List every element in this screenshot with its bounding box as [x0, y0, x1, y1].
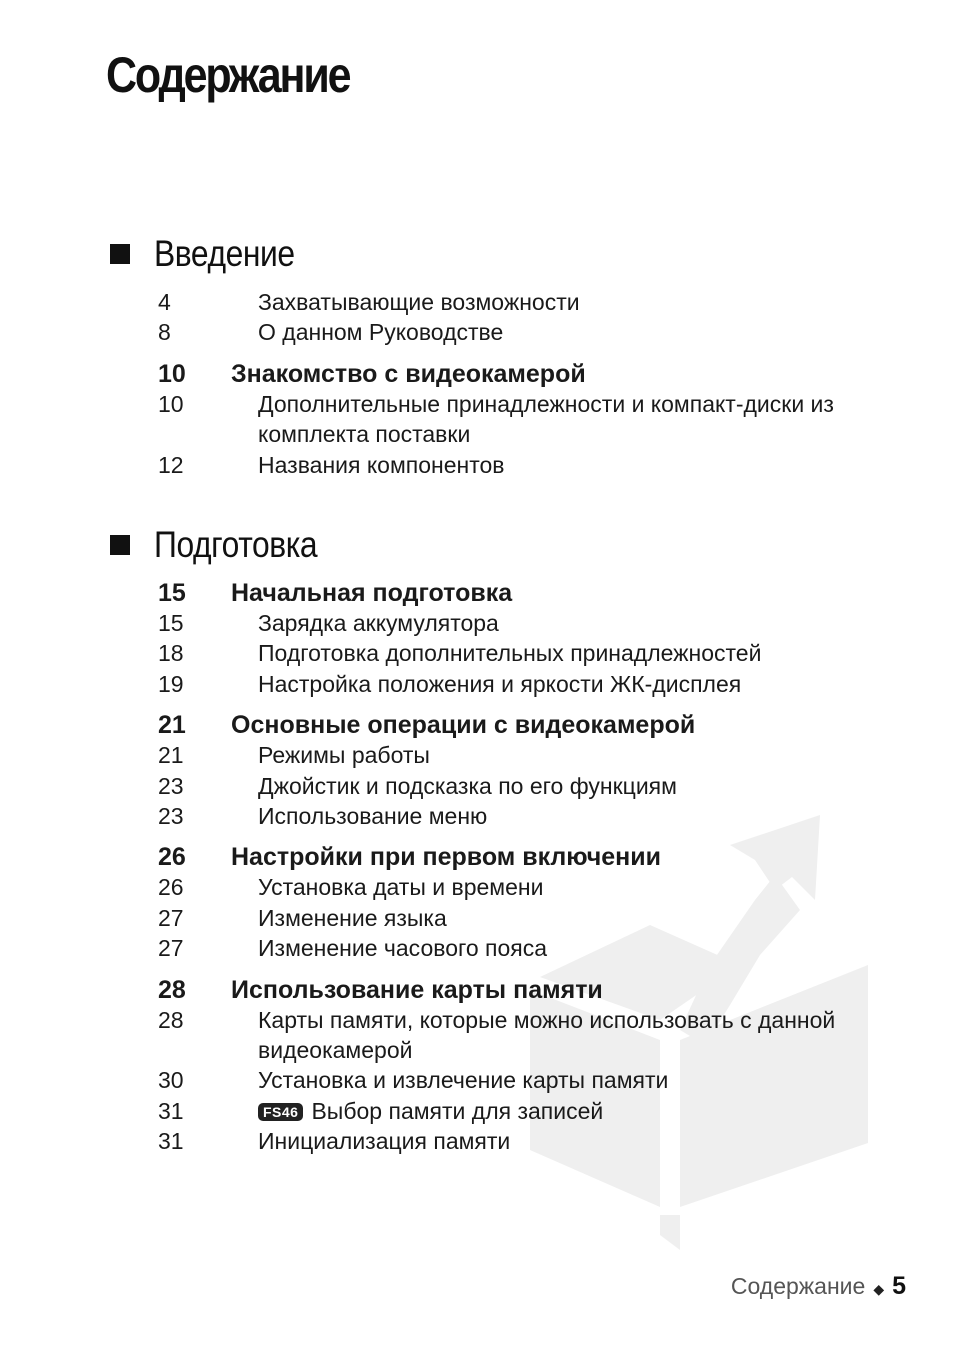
entry-text: Настройка положения и яркости ЖК-дисплея: [258, 670, 742, 697]
group-page: 21: [158, 711, 186, 740]
entry-text: О данном Руководстве: [258, 319, 504, 346]
group-page: 28: [158, 975, 186, 1004]
black-square-icon: [110, 244, 130, 264]
toc-group: [158, 842, 918, 963]
toc-entry[interactable]: [158, 872, 918, 902]
entry-page: 27: [158, 904, 184, 931]
toc-entry[interactable]: [158, 801, 918, 831]
toc-group: [158, 359, 918, 480]
toc-group: [158, 287, 918, 348]
section-preparation: [110, 525, 918, 1157]
entry-text-with-badge: [258, 1096, 918, 1126]
toc-entry[interactable]: [158, 903, 918, 933]
section-introduction: [110, 234, 918, 480]
group-page: 15: [158, 579, 186, 607]
group-title: Использование карты памяти: [231, 975, 603, 1004]
entry-page: 21: [158, 742, 184, 769]
entry-page: 4: [158, 289, 171, 315]
entry-text: Установка и извлечение карты памяти: [258, 1067, 669, 1094]
entry-text: Дополнительные принадлежности и компакт-диски из комплекта поставки: [258, 390, 834, 448]
entry-text: Подготовка дополнительных принадлежностей: [258, 640, 762, 667]
page-footer: [731, 1272, 906, 1301]
entry-text: Режимы работы: [258, 742, 430, 769]
entry-text: Инициализация памяти: [258, 1128, 511, 1155]
entry-text: Захватывающие возможности: [258, 289, 580, 315]
group-title: Настройки при первом включении: [231, 843, 661, 872]
entry-page: 23: [158, 803, 184, 830]
footer-label: Содержание: [730, 1273, 866, 1299]
entry-text: Названия компонентов: [258, 451, 505, 478]
toc-entry[interactable]: [158, 933, 918, 963]
entry-text: Зарядка аккумулятора: [258, 610, 499, 636]
toc-group: [158, 975, 918, 1157]
entry-text: Изменение языка: [258, 904, 447, 931]
group-title: Знакомство с видеокамерой: [231, 359, 586, 388]
model-badge: FS46: [258, 1103, 303, 1121]
group-heading[interactable]: [158, 975, 918, 1005]
entry-page: 8: [158, 319, 171, 346]
black-square-icon: [110, 535, 130, 555]
toc-entry[interactable]: [158, 740, 918, 770]
entry-page: 23: [158, 772, 184, 799]
entry-page: 27: [158, 935, 184, 962]
toc-entry[interactable]: [158, 669, 918, 699]
entry-page: 10: [158, 390, 184, 417]
entry-page: 15: [158, 610, 184, 636]
toc-entry[interactable]: [158, 638, 918, 668]
toc-entry[interactable]: [158, 1126, 918, 1156]
page-title: Содержание: [106, 47, 350, 103]
toc-entry[interactable]: [158, 1096, 918, 1126]
section-title: Введение: [154, 233, 295, 274]
entry-page: 18: [158, 640, 184, 667]
group-heading[interactable]: [158, 842, 918, 872]
entry-page: 31: [158, 1097, 184, 1124]
entry-page: 30: [158, 1067, 184, 1094]
group-page: 26: [158, 843, 186, 872]
entry-text: Джойстик и подсказка по его функциям: [258, 772, 677, 799]
entry-page: 26: [158, 874, 184, 901]
toc-entry[interactable]: [158, 1005, 918, 1066]
toc-group: [158, 578, 918, 699]
toc-entry[interactable]: [158, 389, 918, 450]
toc-entry[interactable]: [158, 608, 918, 638]
group-heading[interactable]: [158, 578, 918, 608]
toc-entry[interactable]: [158, 1065, 918, 1095]
entry-page: 19: [158, 670, 184, 697]
toc-group: [158, 710, 918, 831]
entry-page: 31: [158, 1128, 184, 1155]
entry-text: Использование меню: [258, 803, 488, 830]
group-title: Начальная подготовка: [231, 579, 513, 607]
entry-page: 28: [158, 1006, 184, 1033]
entry-text: Изменение часового пояса: [258, 935, 548, 962]
entry-text: Выбор памяти для записей: [311, 1097, 604, 1124]
group-title: Основные операции с видеокамерой: [231, 711, 696, 740]
diamond-icon: ◆: [873, 1281, 885, 1297]
section-title: Подготовка: [154, 524, 318, 565]
group-page: 10: [158, 359, 186, 388]
entry-text: Карты памяти, которые можно использовать с данной видеокамерой: [258, 1006, 836, 1064]
entry-text: Установка даты и времени: [258, 874, 544, 901]
page-number: 5: [892, 1272, 906, 1300]
toc-entry[interactable]: [158, 450, 918, 480]
toc-entry[interactable]: [158, 287, 918, 317]
section-heading: [110, 234, 918, 274]
group-heading[interactable]: [158, 710, 918, 740]
section-heading: [110, 525, 918, 565]
toc-entry[interactable]: [158, 771, 918, 801]
entry-page: 12: [158, 451, 184, 478]
toc-entry[interactable]: [158, 317, 918, 347]
group-heading[interactable]: [158, 359, 918, 389]
